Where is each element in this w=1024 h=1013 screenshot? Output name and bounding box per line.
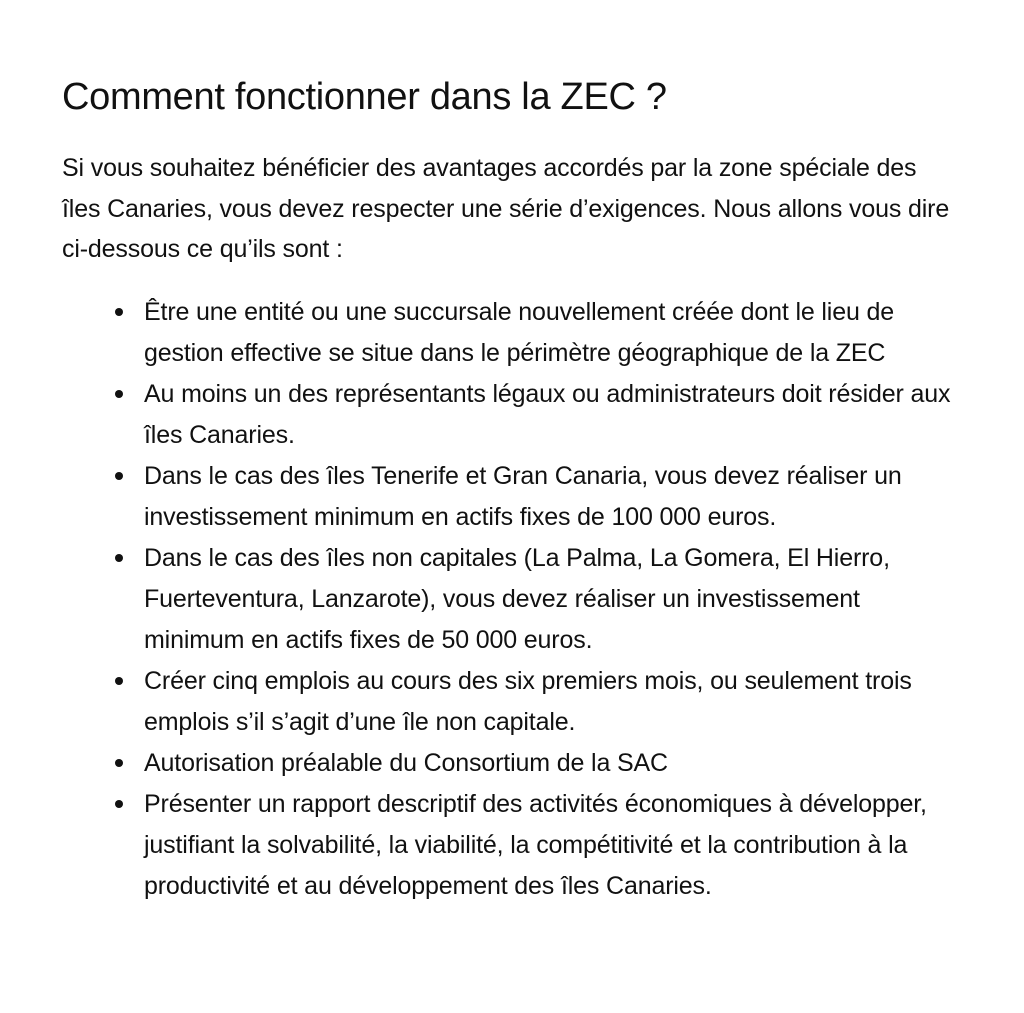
- list-item-text: Être une entité ou une succursale nouvellement créée dont le lieu de gestion effective se situe dans le périmètre géographique de la ZEC: [144, 297, 895, 367]
- intro-paragraph: Si vous souhaitez bénéficier des avantages accordés par la zone spéciale des îles Canaries, vous devez respecter une série d’exigences. Nous allons vous dire ci-dessous ce qu’ils sont :: [62, 154, 950, 263]
- list-item: [144, 538, 959, 661]
- list-item-text: Dans le cas des îles non capitales (La Palma, La Gomera, El Hierro, Fuerteventura, Lanzarote), vous devez réaliser un investissement minimum en actifs fixes de 50 000 euros.: [144, 543, 890, 654]
- list-item-text: Créer cinq emplois au cours des six premiers mois, ou seulement trois emplois s’il s’agit d’une île non capitale.: [144, 666, 912, 736]
- list-item-text: Autorisation préalable du Consortium de la SAC: [144, 748, 668, 777]
- bullet-icon: [115, 554, 123, 562]
- bullet-icon: [115, 390, 123, 398]
- list-item: [144, 784, 959, 907]
- bullet-icon: [115, 800, 123, 808]
- list-item: [144, 743, 959, 784]
- list-item: [144, 456, 959, 538]
- bullet-icon: [115, 677, 123, 685]
- article: [62, 74, 962, 907]
- list-item: [144, 661, 959, 743]
- bullet-icon: [115, 759, 123, 767]
- list-item: [144, 292, 959, 374]
- requirements-list: [62, 292, 959, 907]
- page-title: Comment fonctionner dans la ZEC ?: [62, 76, 667, 118]
- list-item-text: Dans le cas des îles Tenerife et Gran Canaria, vous devez réaliser un investissement minimum en actifs fixes de 100 000 euros.: [144, 461, 902, 531]
- bullet-icon: [115, 472, 123, 480]
- list-item-text: Présenter un rapport descriptif des activités économiques à développer, justifiant la solvabilité, la viabilité, la compétitivité et la contribution à la productivité et au développement des îles Canaries.: [144, 789, 927, 900]
- bullet-icon: [115, 308, 123, 316]
- list-item-text: Au moins un des représentants légaux ou administrateurs doit résider aux îles Canaries.: [144, 379, 951, 449]
- list-item: [144, 374, 959, 456]
